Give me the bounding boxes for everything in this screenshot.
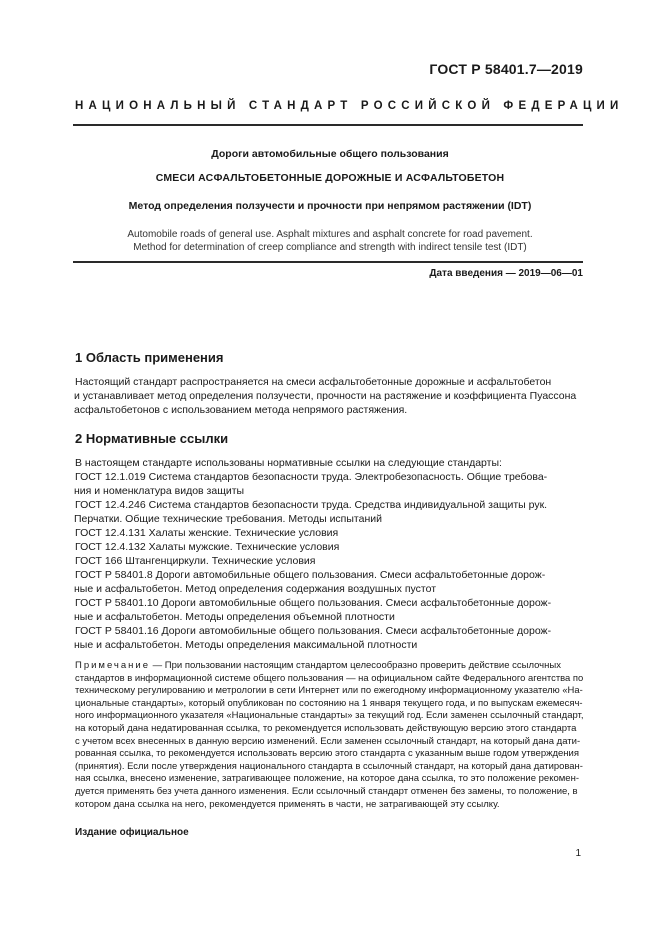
- section-1-heading: 1 Область применения: [75, 350, 224, 365]
- note-line: (принятия). Если после утверждения национального стандарта в ссылочный стандарт, на который дана датирован-: [75, 760, 583, 772]
- text-line: асфальтобетонов с использованием метода непрямого растяжения.: [74, 404, 408, 416]
- note-line: циональные стандарты», который опубликован по состоянию на 1 января текущего года, и по выпускам ежемесяч-: [75, 697, 583, 709]
- note-line: техническому регулированию и метрологии в сети Интернет или по ежегодному информационному указателю «На-: [75, 685, 583, 697]
- section-2-text: [75, 456, 583, 652]
- text-line: ГОСТ 12.4.132 Халаты мужские. Технические условия: [75, 541, 340, 553]
- introduction-date: Дата введения — 2019—06—01: [429, 268, 583, 279]
- text-line: Перчатки. Общие технические требования. Методы испытаний: [74, 513, 382, 525]
- note-label: Примечание: [75, 660, 150, 671]
- note-line: дуется применять без учета данного изменения. Если ссылочный стандарт отменен без замены, то положение, в: [75, 785, 578, 797]
- english-title-line-1: Automobile roads of general use. Asphalt mixtures and asphalt concrete for road pavement.: [127, 229, 533, 240]
- divider-top: [73, 124, 583, 126]
- text-line: ГОСТ 12.4.246 Система стандартов безопасности труда. Средства индивидуальной защиты рук.: [75, 499, 548, 511]
- note-line: с учетом всех внесенных в данную версию изменений. Если заменен ссылочный стандарт, на который дана дати-: [75, 735, 581, 747]
- note-line: [75, 660, 583, 673]
- title-line-3: Метод определения ползучести и прочности при непрямом растяжении (IDT): [128, 200, 532, 212]
- text-line: и устанавливает метод определения ползучести, прочности на растяжение и коэффициента Пуассона: [74, 390, 577, 402]
- note-line: стандартов в информационной системе общего пользования — на официальном сайте Федерального агентства по: [75, 672, 584, 684]
- text-line: ГОСТ 12.1.019 Система стандартов безопасности труда. Электробезопасность. Общие требова-: [75, 471, 548, 483]
- note-line: котором дана ссылка на него, рекомендуется применять в части, не затрагивающей эту ссылку.: [75, 798, 500, 810]
- text-line: ГОСТ 12.4.131 Халаты женские. Технические условия: [75, 527, 339, 539]
- text-line: ГОСТ Р 58401.8 Дороги автомобильные общего пользования. Смеси асфальтобетонные дорож-: [75, 569, 546, 581]
- text-line: ГОСТ 166 Штангенциркули. Технические условия: [75, 555, 316, 567]
- text-line: ГОСТ Р 58401.10 Дороги автомобильные общего пользования. Смеси асфальтобетонные дорож-: [75, 597, 552, 609]
- english-title: [60, 228, 600, 254]
- text-line: ные и асфальтобетон. Методы определения максимальной плотности: [74, 639, 418, 651]
- gost-number: ГОСТ Р 58401.7—2019: [429, 61, 583, 77]
- title-line-2: СМЕСИ АСФАЛЬТОБЕТОННЫЕ ДОРОЖНЫЕ И АСФАЛЬТОБЕТОН: [155, 172, 505, 184]
- title-line-1: Дороги автомобильные общего пользования: [211, 148, 449, 160]
- note-line: ного информационного указателя «Национальные стандарты» за текущий год. Если заменен ссылочный стандарт,: [75, 710, 584, 722]
- note-line: рованная ссылка, то рекомендуется использовать версию этого стандарта с указанным выше годом утверждения: [75, 748, 579, 760]
- divider-bottom: [73, 261, 583, 263]
- note-text: — При пользовании настоящим стандартом целесообразно проверить действие ссылочных: [150, 660, 561, 671]
- text-line: Настоящий стандарт распространяется на смеси асфальтобетонные дорожные и асфальтобетон: [75, 376, 552, 388]
- official-edition-label: Издание официальное: [75, 827, 189, 838]
- national-standard-heading: НАЦИОНАЛЬНЫЙ СТАНДАРТ РОССИЙСКОЙ ФЕДЕРАЦИИ: [75, 100, 624, 112]
- note-line: ная ссылка, внесено изменение, затрагивающее положение, на которое дана ссылка, то это положение рекомен-: [75, 773, 579, 785]
- section-2-heading: 2 Нормативные ссылки: [75, 431, 229, 446]
- text-line: ния и номенклатура видов защиты: [74, 485, 245, 497]
- note-block: [75, 660, 583, 811]
- section-1-text: [75, 375, 583, 417]
- text-line: ные и асфальтобетон. Метод определения содержания воздушных пустот: [74, 583, 437, 595]
- text-line: ные и асфальтобетон. Методы определения объемной плотности: [74, 611, 395, 623]
- text-line: ГОСТ Р 58401.16 Дороги автомобильные общего пользования. Смеси асфальтобетонные дорож-: [75, 625, 552, 637]
- text-line: В настоящем стандарте использованы нормативные ссылки на следующие стандарты:: [75, 457, 502, 469]
- note-line: на который дана недатированная ссылка, то рекомендуется использовать действующую версию этого стандарта: [75, 722, 577, 734]
- page-number: 1: [575, 848, 581, 859]
- english-title-line-2: Method for determination of creep compliance and strength with indirect tensile test (IDT): [133, 242, 527, 253]
